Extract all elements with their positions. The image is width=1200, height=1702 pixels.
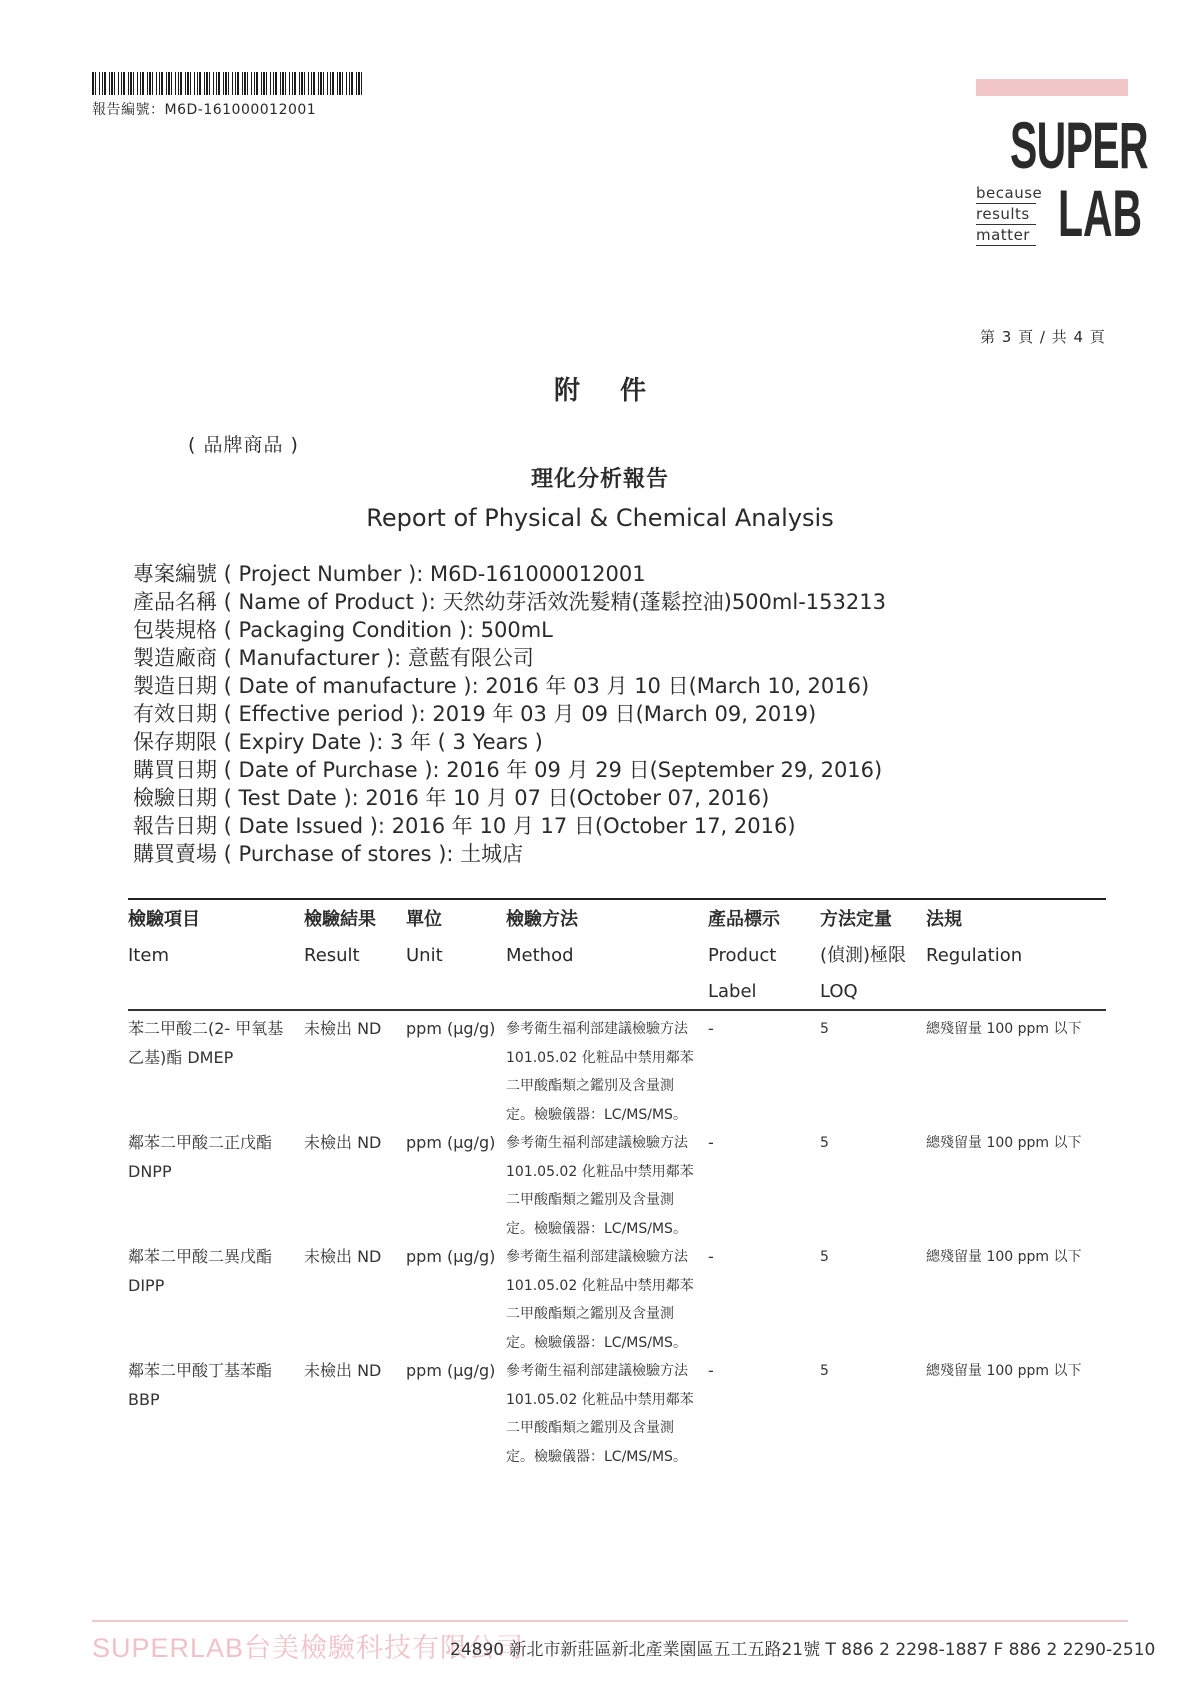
report-info: [133, 560, 1093, 868]
table-top-rule: [128, 898, 1106, 900]
cell-method: 參考衛生福利部建議檢驗方法 101.05.02 化粧品中禁用鄰苯 二甲酸酯類之鑑別及含量測 定。檢驗儀器：LC/MS/MS。: [506, 1249, 694, 1351]
cell-result: 未檢出 ND: [304, 1133, 382, 1152]
cell-loq: 5: [820, 1363, 829, 1379]
cell-regulation: 總殘留量 100 ppm 以下: [926, 1021, 1082, 1037]
table-row: [128, 1243, 1106, 1357]
info-effective-period: 有效日期 ( Effective period ): 2019 年 03 月 09 日(March 09, 2019): [133, 702, 817, 726]
info-test-date: 檢驗日期 ( Test Date ): 2016 年 10 月 07 日(October 07, 2016): [133, 786, 770, 810]
info-packaging: 包裝規格 ( Packaging Condition ): 500mL: [133, 618, 553, 642]
logo-tagline: [976, 184, 1043, 247]
header-regulation: 法規 Regulation: [926, 909, 1023, 966]
report-number: 報告編號：M6D-161000012001: [92, 102, 317, 118]
cell-product-label: -: [708, 1247, 714, 1266]
cell-product-label: -: [708, 1133, 714, 1152]
brand-note: ( 品牌商品 ): [188, 434, 299, 456]
logo-tagline-line: matter: [976, 226, 1036, 246]
cell-method: 參考衛生福利部建議檢驗方法 101.05.02 化粧品中禁用鄰苯 二甲酸酯類之鑑別及含量測 定。檢驗儀器：LC/MS/MS。: [506, 1135, 694, 1237]
header-unit: 單位 Unit: [406, 909, 443, 966]
info-product-name: 產品名稱 ( Name of Product ): 天然幼芽活效洗髮精(蓬鬆控油)500ml-153213: [133, 590, 886, 614]
cell-unit: ppm (μg/g): [406, 1361, 496, 1380]
info-date-issued: 報告日期 ( Date Issued ): 2016 年 10 月 17 日(October 17, 2016): [133, 814, 796, 838]
cell-item: 鄰苯二甲酸丁基苯酯 BBP: [128, 1361, 273, 1409]
cell-item: 鄰苯二甲酸二異戊酯 DIPP: [128, 1247, 273, 1295]
cell-item: 鄰苯二甲酸二正戊酯 DNPP: [128, 1133, 273, 1181]
table-row: [128, 1129, 1106, 1243]
header-item: 檢驗項目 Item: [128, 909, 200, 966]
cell-unit: ppm (μg/g): [406, 1247, 496, 1266]
cell-unit: ppm (μg/g): [406, 1019, 496, 1038]
info-project-number: 專案編號 ( Project Number ): M6D-161000012001: [133, 562, 646, 586]
cell-result: 未檢出 ND: [304, 1361, 382, 1380]
cell-loq: 5: [820, 1249, 829, 1265]
cell-unit: ppm (μg/g): [406, 1133, 496, 1152]
cell-method: 參考衛生福利部建議檢驗方法 101.05.02 化粧品中禁用鄰苯 二甲酸酯類之鑑別及含量測 定。檢驗儀器：LC/MS/MS。: [506, 1021, 694, 1123]
cell-regulation: 總殘留量 100 ppm 以下: [926, 1135, 1082, 1151]
cell-product-label: -: [708, 1361, 714, 1380]
table-row: [128, 1015, 1106, 1129]
info-manufacture-date: 製造日期 ( Date of manufacture ): 2016 年 03 月 10 日(March 10, 2016): [133, 674, 870, 698]
cell-item: 苯二甲酸二(2- 甲氧基 乙基)酯 DMEP: [128, 1019, 284, 1067]
info-store: 購買賣場 ( Purchase of stores ): 土城店: [133, 842, 524, 866]
header-result: 檢驗結果 Result: [304, 909, 376, 966]
cell-result: 未檢出 ND: [304, 1247, 382, 1266]
report-title-en: Report of Physical & Chemical Analysis: [366, 504, 834, 532]
cell-regulation: 總殘留量 100 ppm 以下: [926, 1249, 1082, 1265]
logo-word-super: SUPER: [1010, 108, 1148, 182]
logo-tagline-line: results: [976, 205, 1036, 225]
header-loq: 方法定量 (偵測)極限 LOQ: [820, 909, 907, 1002]
header-method: 檢驗方法 Method: [506, 909, 578, 966]
annex-heading: 附件: [553, 376, 686, 406]
table-row: [128, 1357, 1106, 1471]
cell-regulation: 總殘留量 100 ppm 以下: [926, 1363, 1082, 1379]
logo-tagline-line: because: [976, 184, 1043, 202]
footer-rule: [92, 1620, 1128, 1622]
report-title-zh: 理化分析報告: [530, 467, 669, 492]
footer-company: SUPERLAB台美檢驗科技有限公司: [92, 1633, 525, 1663]
logo-word-lab: LAB: [1058, 176, 1143, 250]
header-product-label: 產品標示 Product Label: [708, 909, 780, 1002]
cell-method: 參考衛生福利部建議檢驗方法 101.05.02 化粧品中禁用鄰苯 二甲酸酯類之鑑別及含量測 定。檢驗儀器：LC/MS/MS。: [506, 1363, 694, 1465]
info-expiry-date: 保存期限 ( Expiry Date ): 3 年 ( 3 Years ): [133, 730, 543, 754]
info-purchase-date: 購買日期 ( Date of Purchase ): 2016 年 09 月 29 日(September 29, 2016): [133, 758, 883, 782]
cell-result: 未檢出 ND: [304, 1019, 382, 1038]
cell-loq: 5: [820, 1021, 829, 1037]
footer-address: 24890 新北市新莊區新北產業園區五工五路21號 T 886 2 2298-1887 F 886 2 2290-2510: [450, 1640, 1156, 1660]
barcode: [92, 72, 364, 95]
page-indicator: 第 3 頁 / 共 4 頁: [980, 328, 1106, 346]
cell-product-label: -: [708, 1019, 714, 1038]
cell-loq: 5: [820, 1135, 829, 1151]
table-header-rule: [128, 1009, 1106, 1011]
info-manufacturer: 製造廠商 ( Manufacturer ): 意藍有限公司: [133, 646, 534, 670]
logo-accent-bar: [976, 79, 1128, 96]
